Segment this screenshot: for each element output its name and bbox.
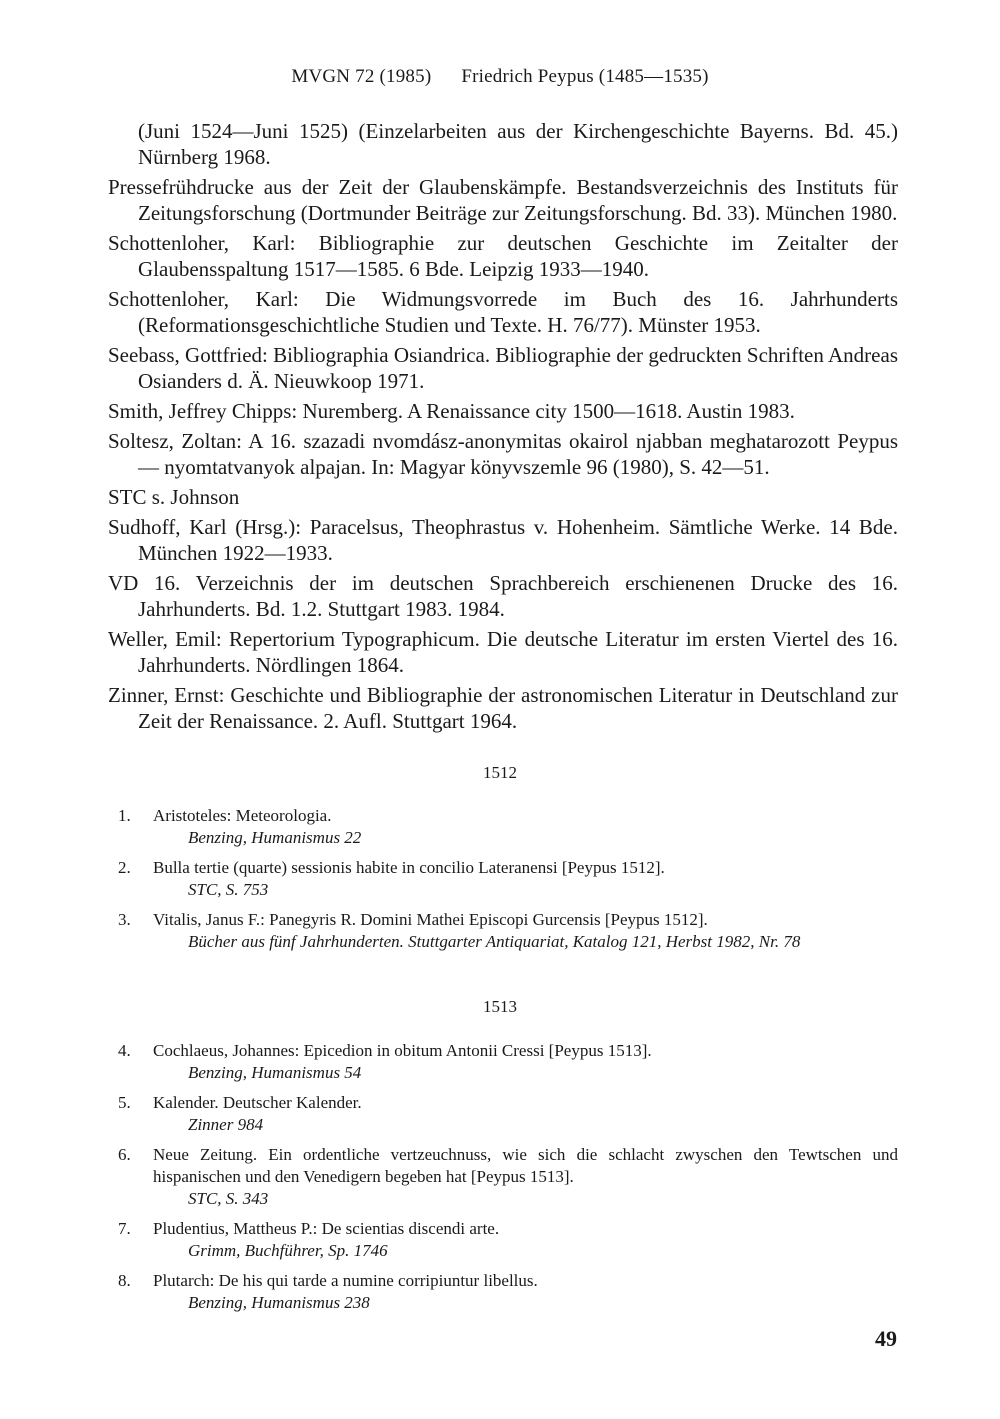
bibliography-entry: Seebass, Gottfried: Bibliographia Osiandrica. Bibliographie der gedruckten Schriften Andreas Osianders d. Ä. Nieuwkoop 1971.	[108, 343, 898, 393]
item-description: Pludentius, Mattheus P.: De scientias discendi arte.	[153, 1219, 500, 1238]
item-description: Aristoteles: Meteorologia.	[153, 806, 332, 825]
page-number: 49	[875, 1326, 897, 1351]
running-header	[0, 66, 1000, 88]
catalog-section-1513	[118, 1040, 898, 1322]
item-reference: Zinner 984	[188, 1115, 264, 1134]
bibliography-entry: Soltesz, Zoltan: A 16. szazadi nvomdász-anonymitas okairol njabban meghatarozott Peypus — nyomtatvanyok alpajan. In: Magyar könyvszemle 96 (1980), S. 42—51.	[108, 429, 898, 479]
catalog-item	[118, 1040, 898, 1084]
item-number: 8.	[118, 1271, 131, 1290]
bibliography-entry: Smith, Jeffrey Chipps: Nuremberg. A Renaissance city 1500—1618. Austin 1983.	[108, 399, 795, 423]
header-journal: MVGN 72 (1985)	[291, 66, 432, 87]
catalog-item	[118, 1092, 898, 1136]
bibliography-entry: (Juni 1524—Juni 1525) (Einzelarbeiten aus der Kirchengeschichte Bayerns. Bd. 45.) Nürnberg 1968.	[138, 119, 898, 169]
header-title: Friedrich Peypus (1485—1535)	[461, 66, 709, 87]
catalog-item	[118, 1270, 898, 1314]
catalog-item	[118, 909, 898, 953]
catalog-item	[118, 1218, 898, 1262]
item-number: 2.	[118, 858, 131, 877]
item-description: Bulla tertie (quarte) sessionis habite in concilio Lateranensi [Peypus 1512].	[153, 858, 665, 877]
item-number: 6.	[118, 1145, 131, 1164]
item-reference: Benzing, Humanismus 22	[188, 828, 362, 847]
catalog-section-1512	[118, 805, 898, 961]
catalog-item	[118, 1144, 898, 1210]
item-number: 7.	[118, 1219, 131, 1238]
item-reference: Benzing, Humanismus 238	[188, 1293, 370, 1312]
item-number: 3.	[118, 910, 131, 929]
bibliography-entry: Pressefrühdrucke aus der Zeit der Glaubenskämpfe. Bestandsverzeichnis des Instituts für Zeitungsforschung (Dortmunder Beiträge zur Zeitungsforschung. Bd. 33). München 1980.	[108, 175, 898, 225]
catalog-item	[118, 805, 898, 849]
bibliography-entry: Schottenloher, Karl: Bibliographie zur deutschen Geschichte im Zeitalter der Glaubensspaltung 1517—1585. 6 Bde. Leipzig 1933—1940.	[108, 231, 898, 281]
section-year-heading: 1512	[483, 763, 517, 782]
item-reference: STC, S. 343	[188, 1189, 269, 1208]
item-reference: Bücher aus fünf Jahrhunderten. Stuttgarter Antiquariat, Katalog 121, Herbst 1982, Nr. 78	[188, 932, 801, 951]
item-reference: Benzing, Humanismus 54	[188, 1063, 362, 1082]
item-description: Plutarch: De his qui tarde a numine corripiuntur libellus.	[153, 1271, 538, 1290]
item-description: Cochlaeus, Johannes: Epicedion in obitum Antonii Cressi [Peypus 1513].	[153, 1041, 652, 1060]
item-number: 1.	[118, 806, 131, 825]
item-reference: Grimm, Buchführer, Sp. 1746	[188, 1241, 388, 1260]
item-number: 5.	[118, 1093, 131, 1112]
item-description: Kalender. Deutscher Kalender.	[153, 1093, 362, 1112]
bibliography-list	[108, 118, 898, 738]
bibliography-entry: Zinner, Ernst: Geschichte und Bibliographie der astronomischen Literatur in Deutschland zur Zeit der Renaissance. 2. Aufl. Stuttgart 1964.	[108, 683, 898, 733]
bibliography-entry: Weller, Emil: Repertorium Typographicum. Die deutsche Literatur im ersten Viertel des 16. Jahrhunderts. Nördlingen 1864.	[108, 627, 898, 677]
item-reference: STC, S. 753	[188, 880, 269, 899]
bibliography-entry: STC s. Johnson	[108, 485, 240, 509]
item-description: Vitalis, Janus F.: Panegyris R. Domini Mathei Episcopi Gurcensis [Peypus 1512].	[153, 910, 708, 929]
catalog-item	[118, 857, 898, 901]
item-number: 4.	[118, 1041, 131, 1060]
bibliography-entry: Schottenloher, Karl: Die Widmungsvorrede im Buch des 16. Jahrhunderts (Reformationsgeschichtliche Studien und Texte. H. 76/77). Münster 1953.	[108, 287, 898, 337]
bibliography-entry: VD 16. Verzeichnis der im deutschen Sprachbereich erschienenen Drucke des 16. Jahrhunderts. Bd. 1.2. Stuttgart 1983. 1984.	[108, 571, 898, 621]
section-year-heading: 1513	[483, 997, 517, 1016]
item-description: Neue Zeitung. Ein ordentliche vertzeuchnuss, wie sich die schlacht zwyschen den Tewtschen und hispanischen und den Venedigern begeben hat [Peypus 1513].	[153, 1145, 898, 1186]
bibliography-entry: Sudhoff, Karl (Hrsg.): Paracelsus, Theophrastus v. Hohenheim. Sämtliche Werke. 14 Bde. München 1922—1933.	[108, 515, 898, 565]
